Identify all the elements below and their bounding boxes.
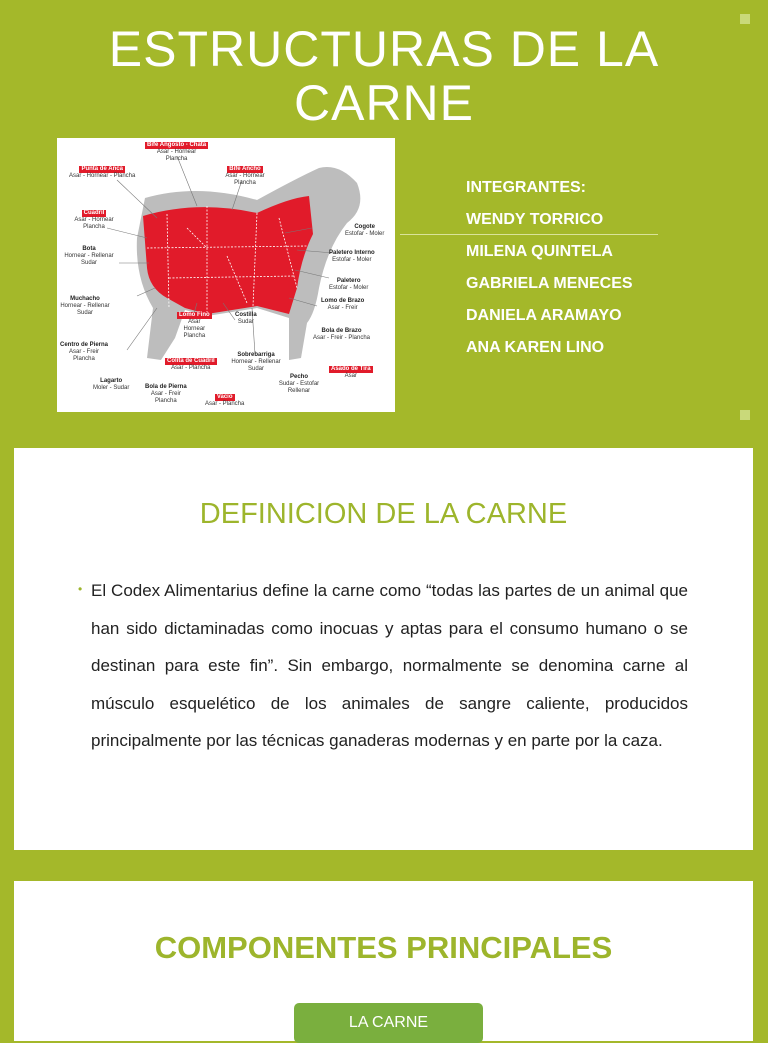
cut-label: Bife Angosto - Chata Asar - Hornear Plancha	[147, 142, 207, 162]
cut-label: Lomo Fino Asar Hornear Plancha	[179, 312, 210, 339]
cut-label: Bola de Brazo Asar - Freir - Plancha	[313, 328, 371, 341]
definition-slide	[14, 448, 753, 850]
components-slide	[14, 881, 753, 1041]
cut-label: Cogote Estofar - Moler	[345, 224, 385, 237]
members-heading: INTEGRANTES:	[466, 179, 586, 196]
beef-cuts-diagram	[57, 138, 395, 412]
cut-label: Cuadril Asar - Hornear Plancha	[74, 210, 114, 230]
cut-label: Colita de Cuadril Asar - Plancha	[167, 358, 215, 371]
title-slide	[0, 0, 768, 424]
definition-heading: DEFINICION DE LA CARNE	[199, 498, 568, 530]
cut-label: Muchacho Hornear - Rellenar Sudar	[60, 296, 110, 316]
cut-label: Bola de Pierna Asar - Freir Plancha	[145, 384, 187, 404]
cut-label: Bota Hornear - Rellenar Sudar	[64, 246, 114, 266]
members-list	[466, 172, 633, 364]
member-name: MILENA QUINTELA	[466, 243, 613, 260]
member-name: DANIELA ARAMAYO	[466, 307, 622, 324]
cut-label: Lagarto Moler - Sudar	[93, 378, 130, 391]
cut-label: Lomo de Brazo Asar - Freir	[321, 298, 365, 311]
cut-label: Bife Ancho Asar - Hornear Plancha	[225, 166, 265, 186]
cut-label: Asado de Tira Asar	[331, 366, 371, 379]
title-line-2: CARNE	[293, 75, 475, 131]
components-heading: COMPONENTES PRINCIPALES	[154, 930, 613, 965]
title-line-1: ESTRUCTURAS DE LA	[108, 21, 660, 77]
cut-label: Pecho Sudar - Estofar Rellenar	[278, 374, 320, 394]
member-name: GABRIELA MENECES	[466, 275, 633, 292]
cut-label: Paletero Estofar - Moler	[329, 278, 369, 291]
slide-title	[0, 22, 768, 130]
member-name: WENDY TORRICO	[466, 211, 604, 228]
cut-label: Centro de Pierna Asar - Freir Plancha	[59, 342, 108, 362]
cut-label: Paletero Interno Estofar - Moler	[329, 250, 375, 263]
definition-paragraph: El Codex Alimentarius define la carne como “todas las partes de un animal que han sido dictaminadas como inocuas y aptas para el consumo humano o se destinan para este fin”. Sin embargo, normalmente se denomina carne al músculo esquelético de los animales de sangre caliente, producidos principalmente por las técnicas ganaderas modernas y en parte por la caza.	[91, 581, 688, 750]
cut-label: Punta de Anca Asar - Hornear - Plancha	[69, 166, 136, 179]
la-carne-button[interactable]: LA CARNE	[294, 1003, 483, 1043]
member-name: ANA KAREN LINO	[466, 339, 605, 356]
cut-label: Sobrebarriga Hornear - Rellenar Sudar	[231, 352, 281, 372]
cut-label: Costilla Sudar	[235, 312, 257, 325]
corner-decoration	[740, 410, 750, 420]
bullet-icon: •	[78, 582, 83, 596]
cut-label: Vacio Asar - Plancha	[205, 394, 245, 407]
